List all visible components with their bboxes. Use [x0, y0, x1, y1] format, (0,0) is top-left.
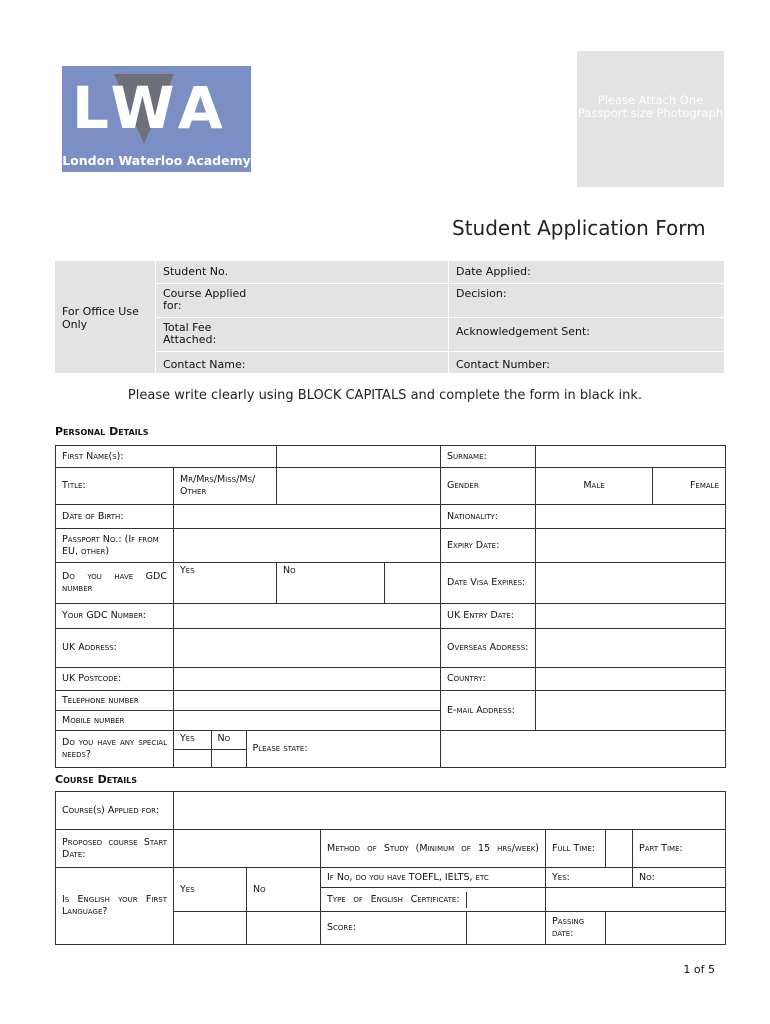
overseas-label: Overseas Address: — [441, 629, 536, 668]
telephone-label: Telephone number — [56, 691, 174, 711]
score-input[interactable] — [466, 912, 545, 944]
course-applied-field[interactable]: Course Applied for: — [163, 287, 247, 312]
photo-box-label: Please Attach One Passport size Photograph — [577, 93, 724, 120]
expiry-label: Expiry Date: — [441, 529, 536, 563]
full-time-option[interactable]: Full Time: — [546, 830, 606, 868]
english-first-question: Is English your First Language? — [56, 868, 174, 945]
mobile-label: Mobile number — [56, 711, 174, 731]
please-state-label: Please state: — [252, 743, 308, 754]
gdc-number-label: Your GDC Number: — [56, 604, 174, 629]
special-needs-question: Do you have any special needs? — [56, 731, 174, 768]
special-needs-yes[interactable]: Yes — [174, 731, 211, 750]
gdc-number-input[interactable] — [174, 604, 441, 629]
nationality-label: Nationality: — [441, 505, 536, 529]
first-names-label: First Name(s): — [56, 446, 277, 468]
first-names-input[interactable] — [277, 446, 441, 468]
uk-entry-label: UK Entry Date: — [441, 604, 536, 629]
title-label: Title: — [56, 468, 174, 505]
gender-label: Gender — [441, 468, 536, 505]
cert-type-input[interactable] — [466, 892, 545, 908]
full-time-box[interactable] — [606, 830, 633, 868]
visa-label: Date Visa Expires: — [441, 563, 536, 604]
english-yes-option[interactable]: Yes — [174, 868, 247, 912]
score-label: Score: — [321, 912, 466, 944]
personal-details-table — [55, 445, 726, 768]
surname-label: Surname: — [441, 446, 536, 468]
special-needs-options — [174, 731, 441, 768]
country-input[interactable] — [536, 668, 726, 691]
uk-address-input[interactable] — [174, 629, 441, 668]
cert-type-label: Type of English Certificate: — [321, 892, 466, 908]
expiry-input[interactable] — [536, 529, 726, 563]
gender-male-option[interactable]: Male — [536, 468, 653, 505]
email-input[interactable] — [536, 691, 726, 731]
country-label: Country: — [441, 668, 536, 691]
total-fee-field[interactable]: Total Fee Attached: — [163, 321, 217, 346]
overseas-input[interactable] — [536, 629, 726, 668]
if-no-label: If No, do you have TOEFL, IELTS, etc — [321, 868, 546, 888]
office-use-label: For Office Use Only — [62, 305, 139, 331]
gender-female-option[interactable]: Female — [653, 468, 726, 505]
gdc-yes-option[interactable]: Yes — [174, 563, 277, 604]
uk-entry-input[interactable] — [536, 604, 726, 629]
nationality-input[interactable] — [536, 505, 726, 529]
passing-date-input[interactable] — [606, 912, 726, 945]
gdc-no-option[interactable]: No — [277, 563, 385, 604]
cert-type-cell — [321, 888, 546, 912]
email-label: E-mail Address: — [441, 691, 536, 731]
method-label: Method of Study (Minimum of 15 hrs/week) — [321, 830, 546, 868]
passport-label: Passport No.: (If from EU, other) — [56, 529, 174, 563]
logo-name: London Waterloo Academy — [62, 153, 251, 168]
part-time-option[interactable]: Part Time: — [633, 830, 726, 868]
contact-name-field[interactable]: Contact Name: — [163, 358, 246, 371]
cert-no-option[interactable]: No: — [633, 868, 726, 888]
start-date-input[interactable] — [174, 830, 321, 868]
passport-input[interactable] — [174, 529, 441, 563]
english-no-box[interactable] — [247, 912, 321, 945]
date-applied-field[interactable]: Date Applied: — [456, 265, 531, 278]
title-input[interactable] — [277, 468, 441, 505]
cert-type-input-right[interactable] — [546, 888, 726, 912]
start-date-label: Proposed course Start Date: — [56, 830, 174, 868]
office-use-block — [55, 261, 724, 373]
page-number: 1 of 5 — [683, 963, 715, 976]
gdc-blank — [385, 563, 441, 604]
uk-postcode-input[interactable] — [174, 668, 441, 691]
student-no-field[interactable]: Student No. — [163, 265, 229, 278]
english-yes-box[interactable] — [174, 912, 247, 945]
contact-number-field[interactable]: Contact Number: — [456, 358, 550, 371]
cert-yes-option[interactable]: Yes: — [546, 868, 633, 888]
english-no-option[interactable]: No — [247, 868, 321, 912]
course-details-heading: Course Details — [55, 773, 138, 786]
instruction-text: Please write clearly using BLOCK CAPITALS and complete the form in black ink. — [127, 388, 643, 403]
score-cell — [321, 912, 546, 945]
please-state-input[interactable] — [441, 731, 726, 768]
ack-sent-field[interactable]: Acknowledgement Sent: — [456, 325, 591, 338]
uk-address-label: UK Address: — [56, 629, 174, 668]
form-title: Student Application Form — [452, 216, 706, 240]
photo-box[interactable] — [577, 51, 724, 187]
telephone-input[interactable] — [174, 691, 441, 711]
mobile-input[interactable] — [174, 711, 441, 731]
course-details-table — [55, 791, 726, 945]
title-options[interactable]: Mr/Mrs/Miss/Ms/ Other — [174, 468, 277, 505]
decision-field[interactable]: Decision: — [456, 287, 507, 300]
academy-logo — [62, 66, 251, 172]
visa-input[interactable] — [536, 563, 726, 604]
personal-details-heading: Personal Details — [55, 425, 149, 438]
courses-applied-label: Course(s) Applied for: — [56, 792, 174, 830]
dob-input[interactable] — [174, 505, 441, 529]
courses-applied-input[interactable] — [174, 792, 726, 830]
dob-label: Date of Birth: — [56, 505, 174, 529]
special-needs-yes-box[interactable] — [174, 750, 211, 768]
logo-letters: LWA — [72, 74, 229, 142]
special-needs-no-box[interactable] — [211, 750, 246, 768]
passing-date-label: Passing date: — [546, 912, 606, 945]
surname-input[interactable] — [536, 446, 726, 468]
gdc-question: Do you have GDC number — [56, 563, 174, 604]
uk-postcode-label: UK Postcode: — [56, 668, 174, 691]
special-needs-no[interactable]: No — [211, 731, 246, 750]
